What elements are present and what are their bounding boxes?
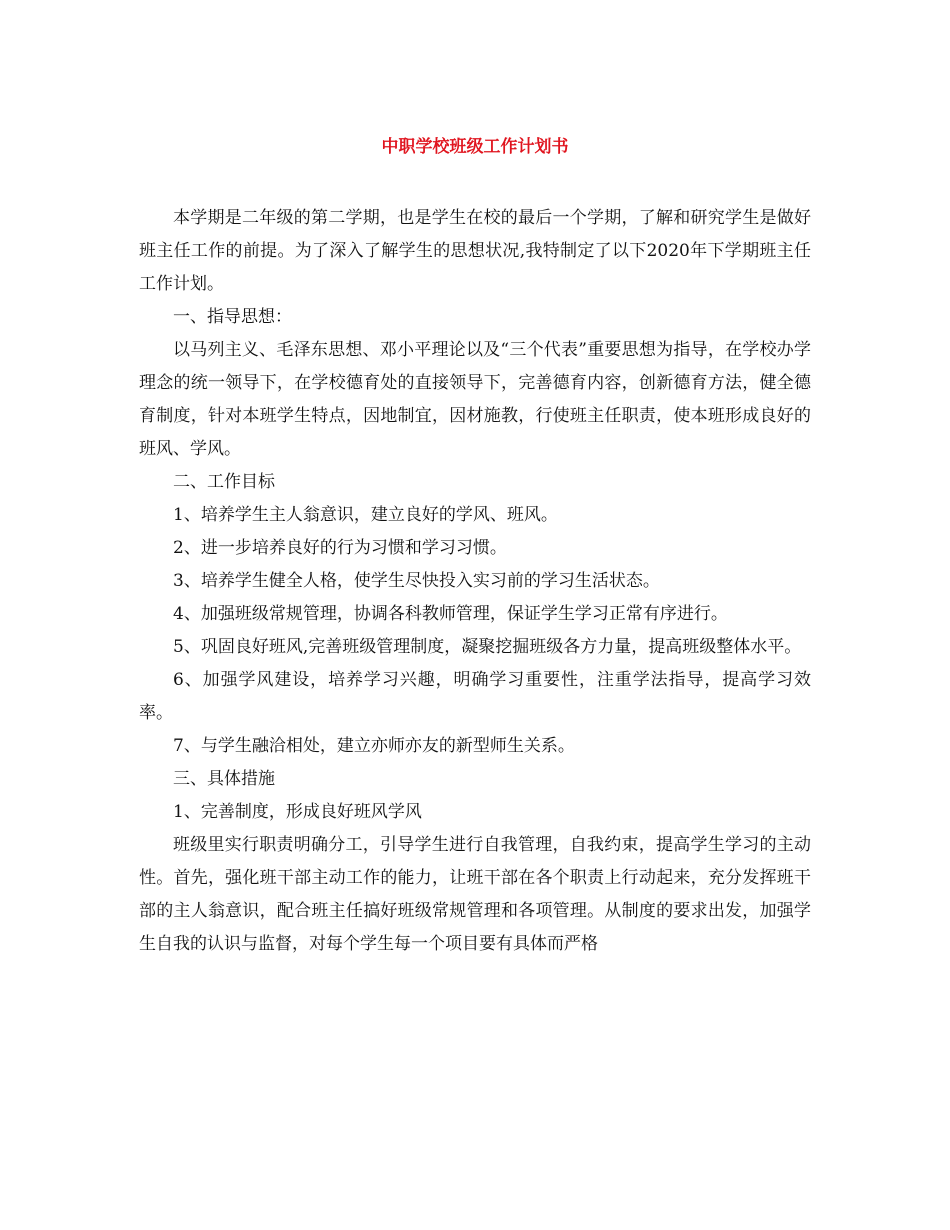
- document-title: 中职学校班级工作计划书: [381, 137, 569, 157]
- goal-item-7: 7、与学生融洽相处，建立亦师亦友的新型师生关系。: [173, 736, 575, 756]
- heading-guiding-ideology: 一、指导思想：: [173, 307, 292, 327]
- heading-specific-measures: 三、具体措施: [173, 769, 275, 789]
- paragraph-intro: 本学期是二年级的第二学期，也是学生在校的最后一个学期，了解和研究学生是做好班主任工作的前提。为了深入了解学生的思想状况,我特制定了以下2020年下学期班主任工作计划。: [139, 208, 811, 294]
- goal-item-5: 5、巩固良好班风,完善班级管理制度，凝聚挖掘班级各方力量，提高班级整体水平。: [173, 637, 802, 657]
- paragraph-guiding-ideology: 以马列主义、毛泽东思想、邓小平理论以及“三个代表”重要思想为指导，在学校办学理念的统一领导下，在学校德育处的直接领导下，完善德育内容，创新德育方法，健全德育制度，针对本班学生特点，因地制宜，因材施教，行使班主任职责，使本班形成良好的班风、学风。: [139, 340, 811, 459]
- measure-subheading-1: 1、完善制度，形成良好班风学风: [173, 802, 422, 822]
- paragraph-measure-1: 班级里实行职责明确分工，引导学生进行自我管理，自我约束，提高学生学习的主动性。首先，强化班干部主动工作的能力，让班干部在各个职责上行动起来，充分发挥班干部的主人翁意识，配合班主任搞好班级常规管理和各项管理。从制度的要求出发，加强学生自我的认识与监督，对每个学生每一个项目要有具体而严格: [139, 835, 811, 954]
- heading-work-goals: 二、工作目标: [173, 472, 275, 492]
- goal-item-4: 4、加强班级常规管理，协调各科教师管理，保证学生学习正常有序进行。: [173, 604, 728, 624]
- document-body: [139, 202, 811, 961]
- goal-item-1: 1、培养学生主人翁意识，建立良好的学风、班风。: [173, 505, 558, 525]
- goal-item-3: 3、培养学生健全人格，使学生尽快投入实习前的学习生活状态。: [173, 571, 660, 591]
- goal-item-2: 2、进一步培养良好的行为习惯和学习习惯。: [173, 538, 507, 558]
- goal-item-6: 6、加强学风建设，培养学习兴趣，明确学习重要性，注重学法指导，提高学习效率。: [139, 670, 811, 723]
